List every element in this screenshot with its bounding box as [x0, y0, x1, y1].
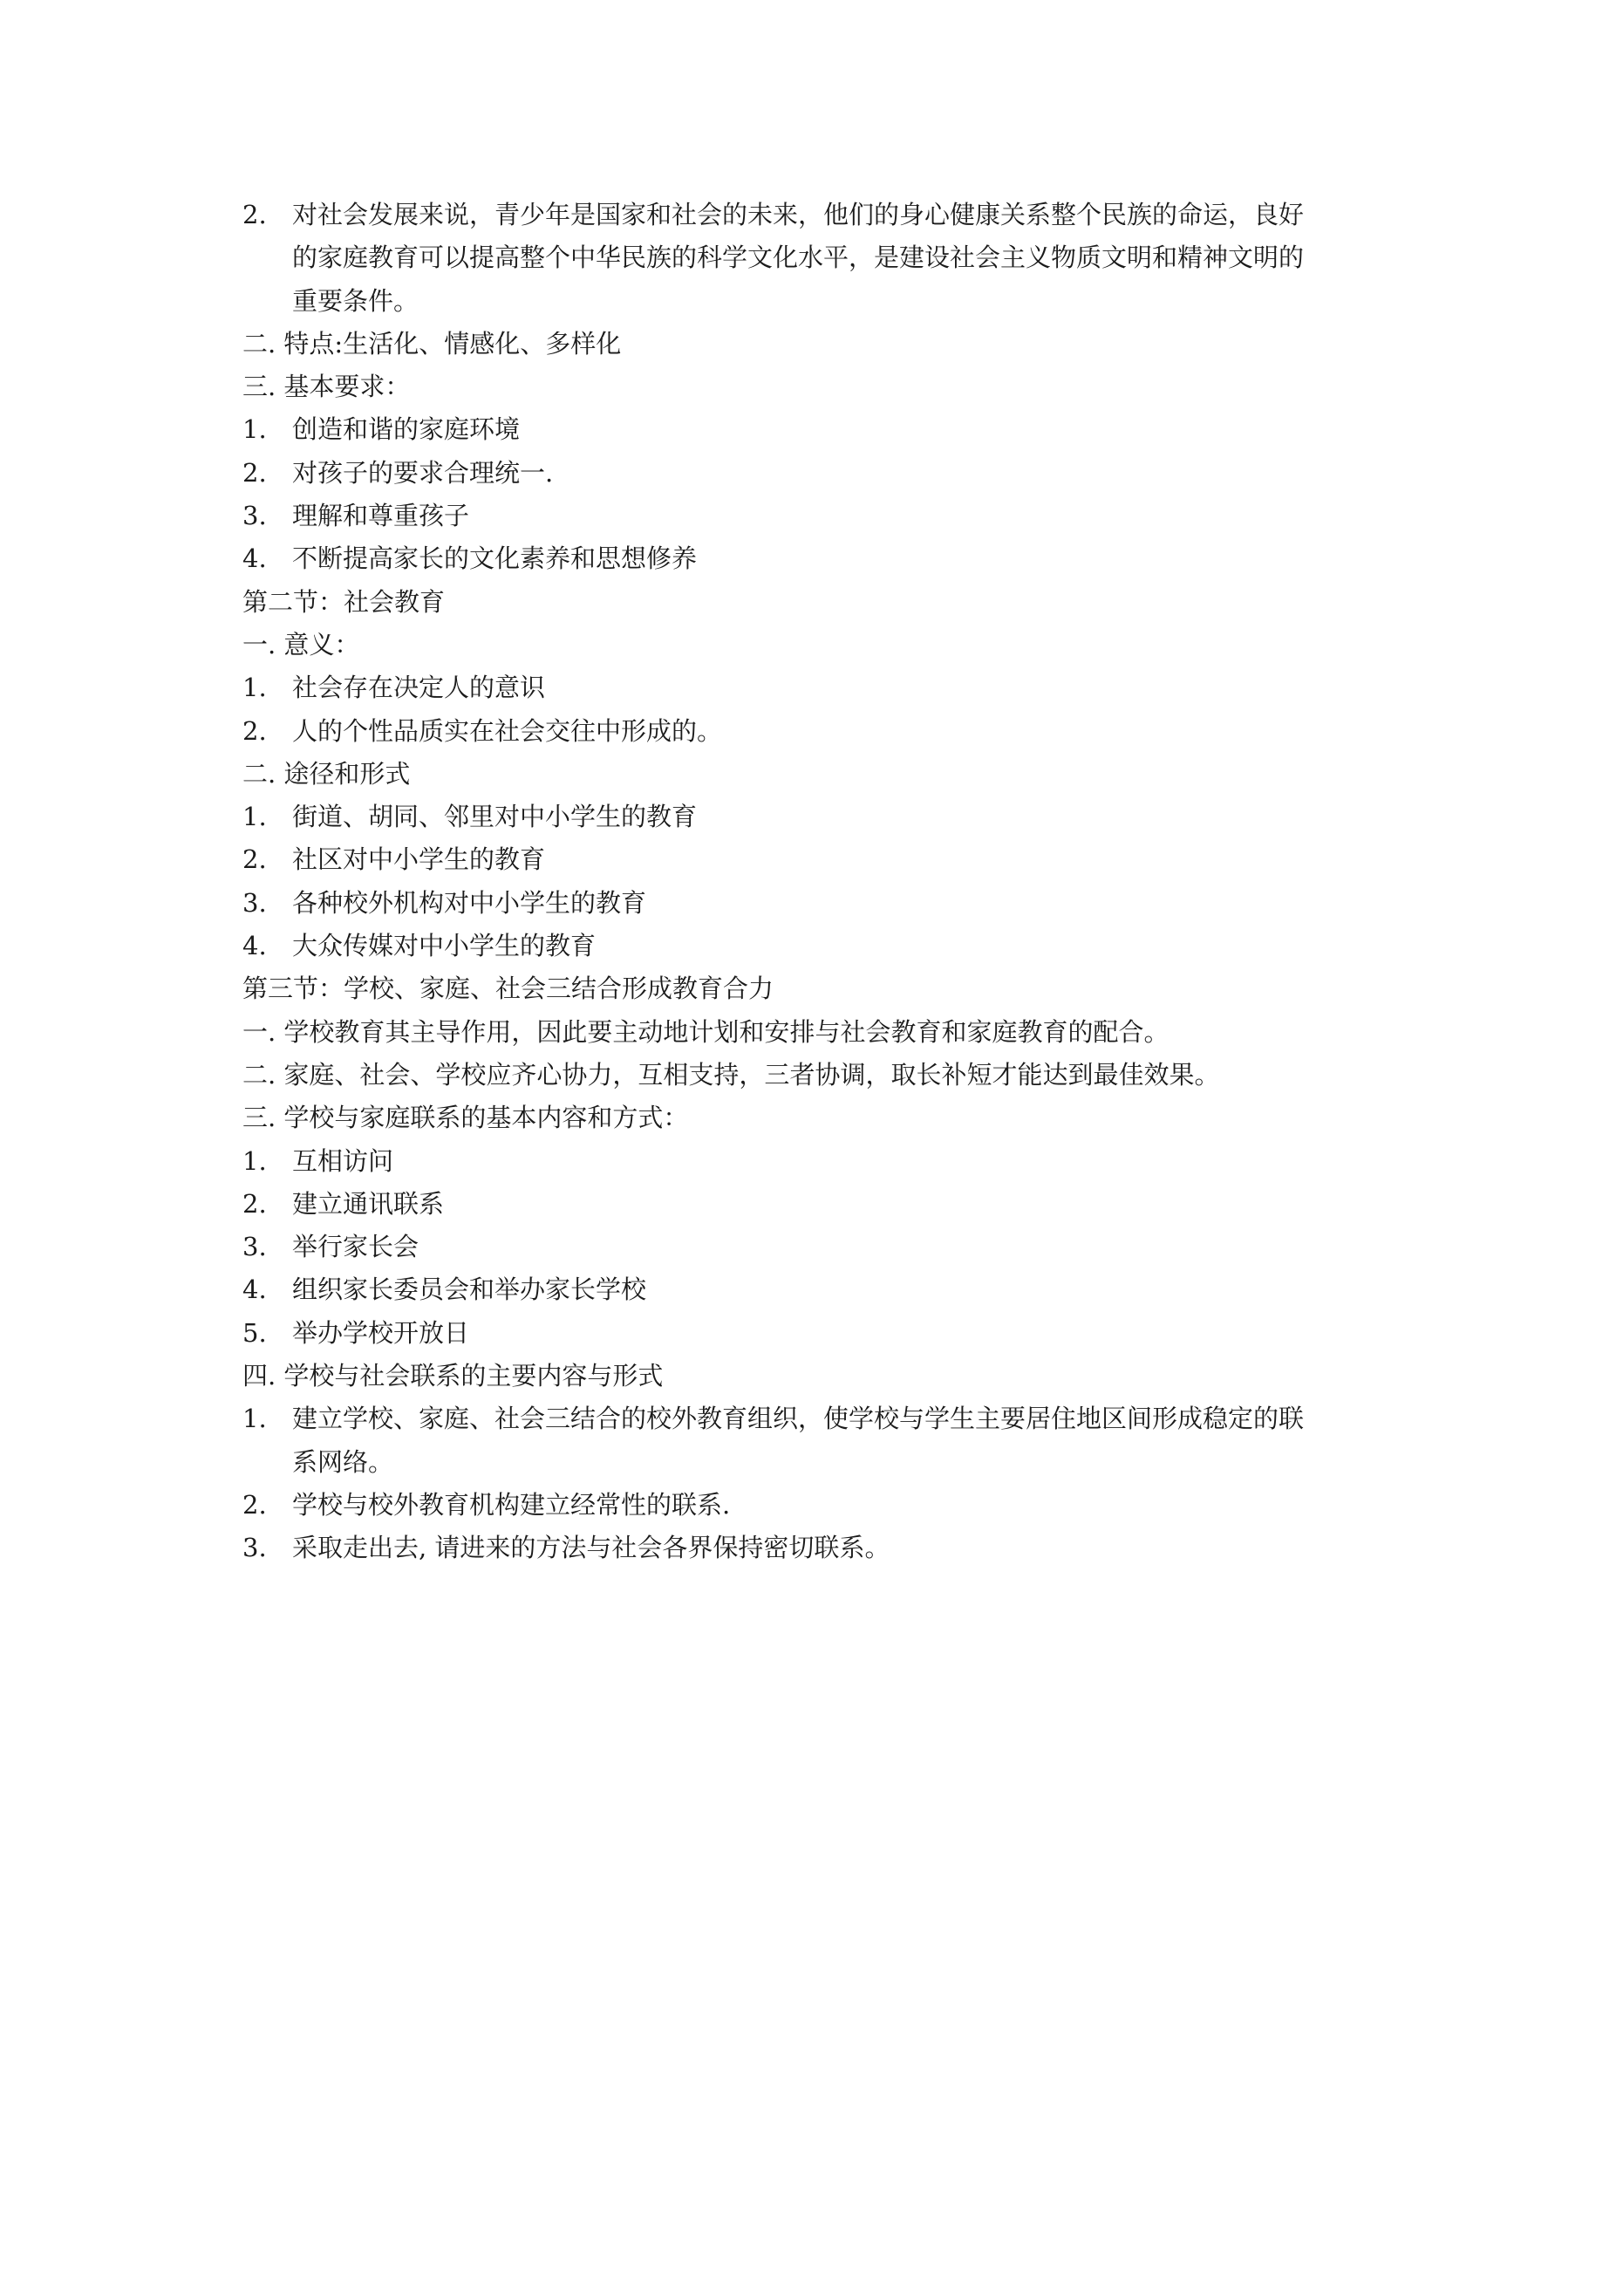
line-text: 一. 意义： — [242, 629, 360, 659]
text-line — [242, 1397, 1402, 1440]
list-number: 4. — [242, 931, 267, 961]
list-number: 4. — [242, 543, 267, 574]
text-line — [242, 408, 1402, 451]
text-line — [242, 194, 1402, 236]
text-line — [242, 236, 1402, 279]
text-line — [242, 1312, 1402, 1355]
line-text: 大众传媒对中小学生的教育 — [292, 931, 597, 961]
line-text: 社会存在决定人的意识 — [292, 673, 546, 703]
line-text: 四. 学校与社会联系的主要内容与形式 — [242, 1361, 664, 1391]
line-text: 建立学校、家庭、社会三结合的校外教育组织，使学校与学生主要居住地区间形成稳定的联 — [292, 1404, 1305, 1434]
list-number: 4. — [242, 1274, 267, 1305]
text-line — [242, 1011, 1402, 1054]
text-line — [242, 280, 1402, 323]
text-line — [242, 1183, 1402, 1226]
list-number: 3. — [242, 501, 267, 531]
text-line — [242, 1484, 1402, 1527]
text-line — [242, 624, 1402, 666]
text-line — [242, 1226, 1402, 1268]
line-text: 二. 特点:生活化、情感化、多样化 — [242, 328, 622, 359]
line-text: 举办学校开放日 — [292, 1317, 470, 1348]
document-body — [242, 194, 1402, 1570]
text-line — [242, 581, 1402, 624]
text-line — [242, 537, 1402, 580]
list-number: 1. — [242, 414, 267, 445]
text-line — [242, 1054, 1402, 1097]
text-line — [242, 323, 1402, 366]
list-number: 2. — [242, 200, 267, 229]
list-number: 3. — [242, 1232, 267, 1262]
text-line — [242, 710, 1402, 753]
text-line — [242, 452, 1402, 495]
line-text: 社区对中小学生的教育 — [292, 844, 546, 875]
line-text: 的家庭教育可以提高整个中华民族的科学文化水平，是建设社会主义物质文明和精神文明的 — [292, 243, 1305, 273]
line-text: 对社会发展来说，青少年是国家和社会的未来，他们的身心健康关系整个民族的命运，良好 — [292, 200, 1305, 229]
line-text: 人的个性品质实在社会交往中形成的。 — [292, 715, 723, 746]
line-text: 对孩子的要求合理统一. — [292, 457, 554, 488]
line-text: 第三节：学校、家庭、社会三结合形成教育合力 — [242, 974, 774, 1004]
line-text: 二. 途径和形式 — [242, 758, 411, 789]
text-line — [242, 882, 1402, 925]
text-line — [242, 1441, 1402, 1484]
text-line — [242, 666, 1402, 709]
line-text: 理解和尊重孩子 — [292, 501, 470, 531]
list-number: 2. — [242, 1188, 267, 1219]
list-number: 2. — [242, 1489, 267, 1520]
line-text: 互相访问 — [292, 1145, 394, 1176]
line-text: 创造和谐的家庭环境 — [292, 414, 521, 445]
line-text: 一. 学校教育其主导作用，因此要主动地计划和安排与社会教育和家庭教育的配合。 — [242, 1016, 1170, 1047]
list-number: 1. — [242, 673, 267, 703]
list-number: 3. — [242, 1533, 267, 1563]
list-number: 1. — [242, 1404, 267, 1434]
line-text: 第二节：社会教育 — [242, 586, 446, 617]
text-line — [242, 1527, 1402, 1569]
text-line — [242, 1355, 1402, 1397]
line-text: 各种校外机构对中小学生的教育 — [292, 887, 647, 918]
line-text: 重要条件。 — [292, 285, 419, 316]
list-number: 1. — [242, 1145, 267, 1176]
list-number: 2. — [242, 715, 267, 746]
list-number: 2. — [242, 457, 267, 488]
list-number: 3. — [242, 887, 267, 918]
text-line — [242, 1097, 1402, 1139]
line-text: 建立通讯联系 — [292, 1188, 445, 1219]
line-text: 组织家长委员会和举办家长学校 — [292, 1274, 647, 1305]
line-text: 三. 基本要求： — [242, 372, 411, 402]
text-line — [242, 967, 1402, 1010]
list-number: 5. — [242, 1317, 267, 1348]
line-text: 不断提高家长的文化素养和思想修养 — [292, 543, 698, 574]
text-line — [242, 366, 1402, 408]
line-text: 学校与校外教育机构建立经常性的联系. — [292, 1489, 731, 1520]
line-text: 举行家长会 — [292, 1232, 419, 1262]
text-line — [242, 1140, 1402, 1183]
line-text: 采取走出去, 请进来的方法与社会各界保持密切联系。 — [292, 1533, 890, 1563]
text-line — [242, 838, 1402, 881]
text-line — [242, 1268, 1402, 1311]
text-line — [242, 753, 1402, 796]
line-text: 系网络。 — [292, 1446, 394, 1477]
text-line — [242, 796, 1402, 838]
line-text: 二. 家庭、社会、学校应齐心协力，互相支持，三者协调，取长补短才能达到最佳效果。 — [242, 1059, 1220, 1090]
text-line — [242, 495, 1402, 537]
list-number: 2. — [242, 844, 267, 875]
list-number: 1. — [242, 802, 267, 832]
text-line — [242, 925, 1402, 967]
line-text: 三. 学校与家庭联系的基本内容和方式： — [242, 1103, 689, 1133]
line-text: 街道、胡同、邻里对中小学生的教育 — [292, 802, 698, 832]
